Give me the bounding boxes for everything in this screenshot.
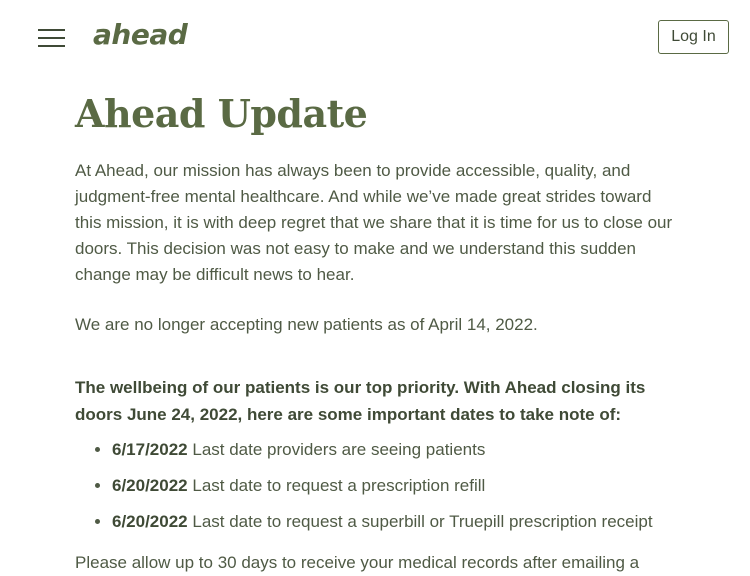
page-title: Ahead Update bbox=[75, 91, 368, 136]
records-paragraph: Please allow up to 30 days to receive your medical records after emailing a bbox=[75, 553, 640, 572]
site-header bbox=[0, 0, 750, 76]
menu-bar bbox=[38, 29, 65, 31]
date-value: 6/20/2022 bbox=[112, 512, 188, 531]
login-button[interactable]: Log In bbox=[658, 20, 729, 54]
date-value: 6/17/2022 bbox=[112, 440, 188, 459]
notice-paragraph: We are no longer accepting new patients as of April 14, 2022. bbox=[75, 315, 538, 334]
list-item bbox=[112, 476, 675, 496]
main-content bbox=[75, 88, 675, 572]
intro-paragraph: At Ahead, our mission has always been to provide accessible, quality, and judgment-free mental healthcare. And while we’ve made great strides toward this mission, it is with deep regret that we share that it is time for us to close our doors. This decision was not easy to make and we understand this sudden change may be difficult news to hear. bbox=[75, 161, 673, 284]
menu-bar bbox=[38, 37, 65, 39]
hamburger-menu-icon[interactable] bbox=[38, 28, 65, 48]
date-description: Last date to request a prescription refill bbox=[192, 476, 486, 495]
list-item bbox=[112, 512, 675, 532]
date-description: Last date providers are seeing patients bbox=[192, 440, 486, 459]
date-value: 6/20/2022 bbox=[112, 476, 188, 495]
date-description: Last date to request a superbill or Truepill prescription receipt bbox=[192, 512, 653, 531]
menu-bar bbox=[38, 45, 65, 47]
ahead-logo[interactable]: ahead bbox=[93, 18, 188, 51]
priority-paragraph: The wellbeing of our patients is our top priority. With Ahead closing its doors June 24, 2022, here are some important dates to take note of: bbox=[75, 378, 646, 424]
list-item bbox=[112, 440, 675, 460]
important-dates-list bbox=[75, 440, 675, 532]
